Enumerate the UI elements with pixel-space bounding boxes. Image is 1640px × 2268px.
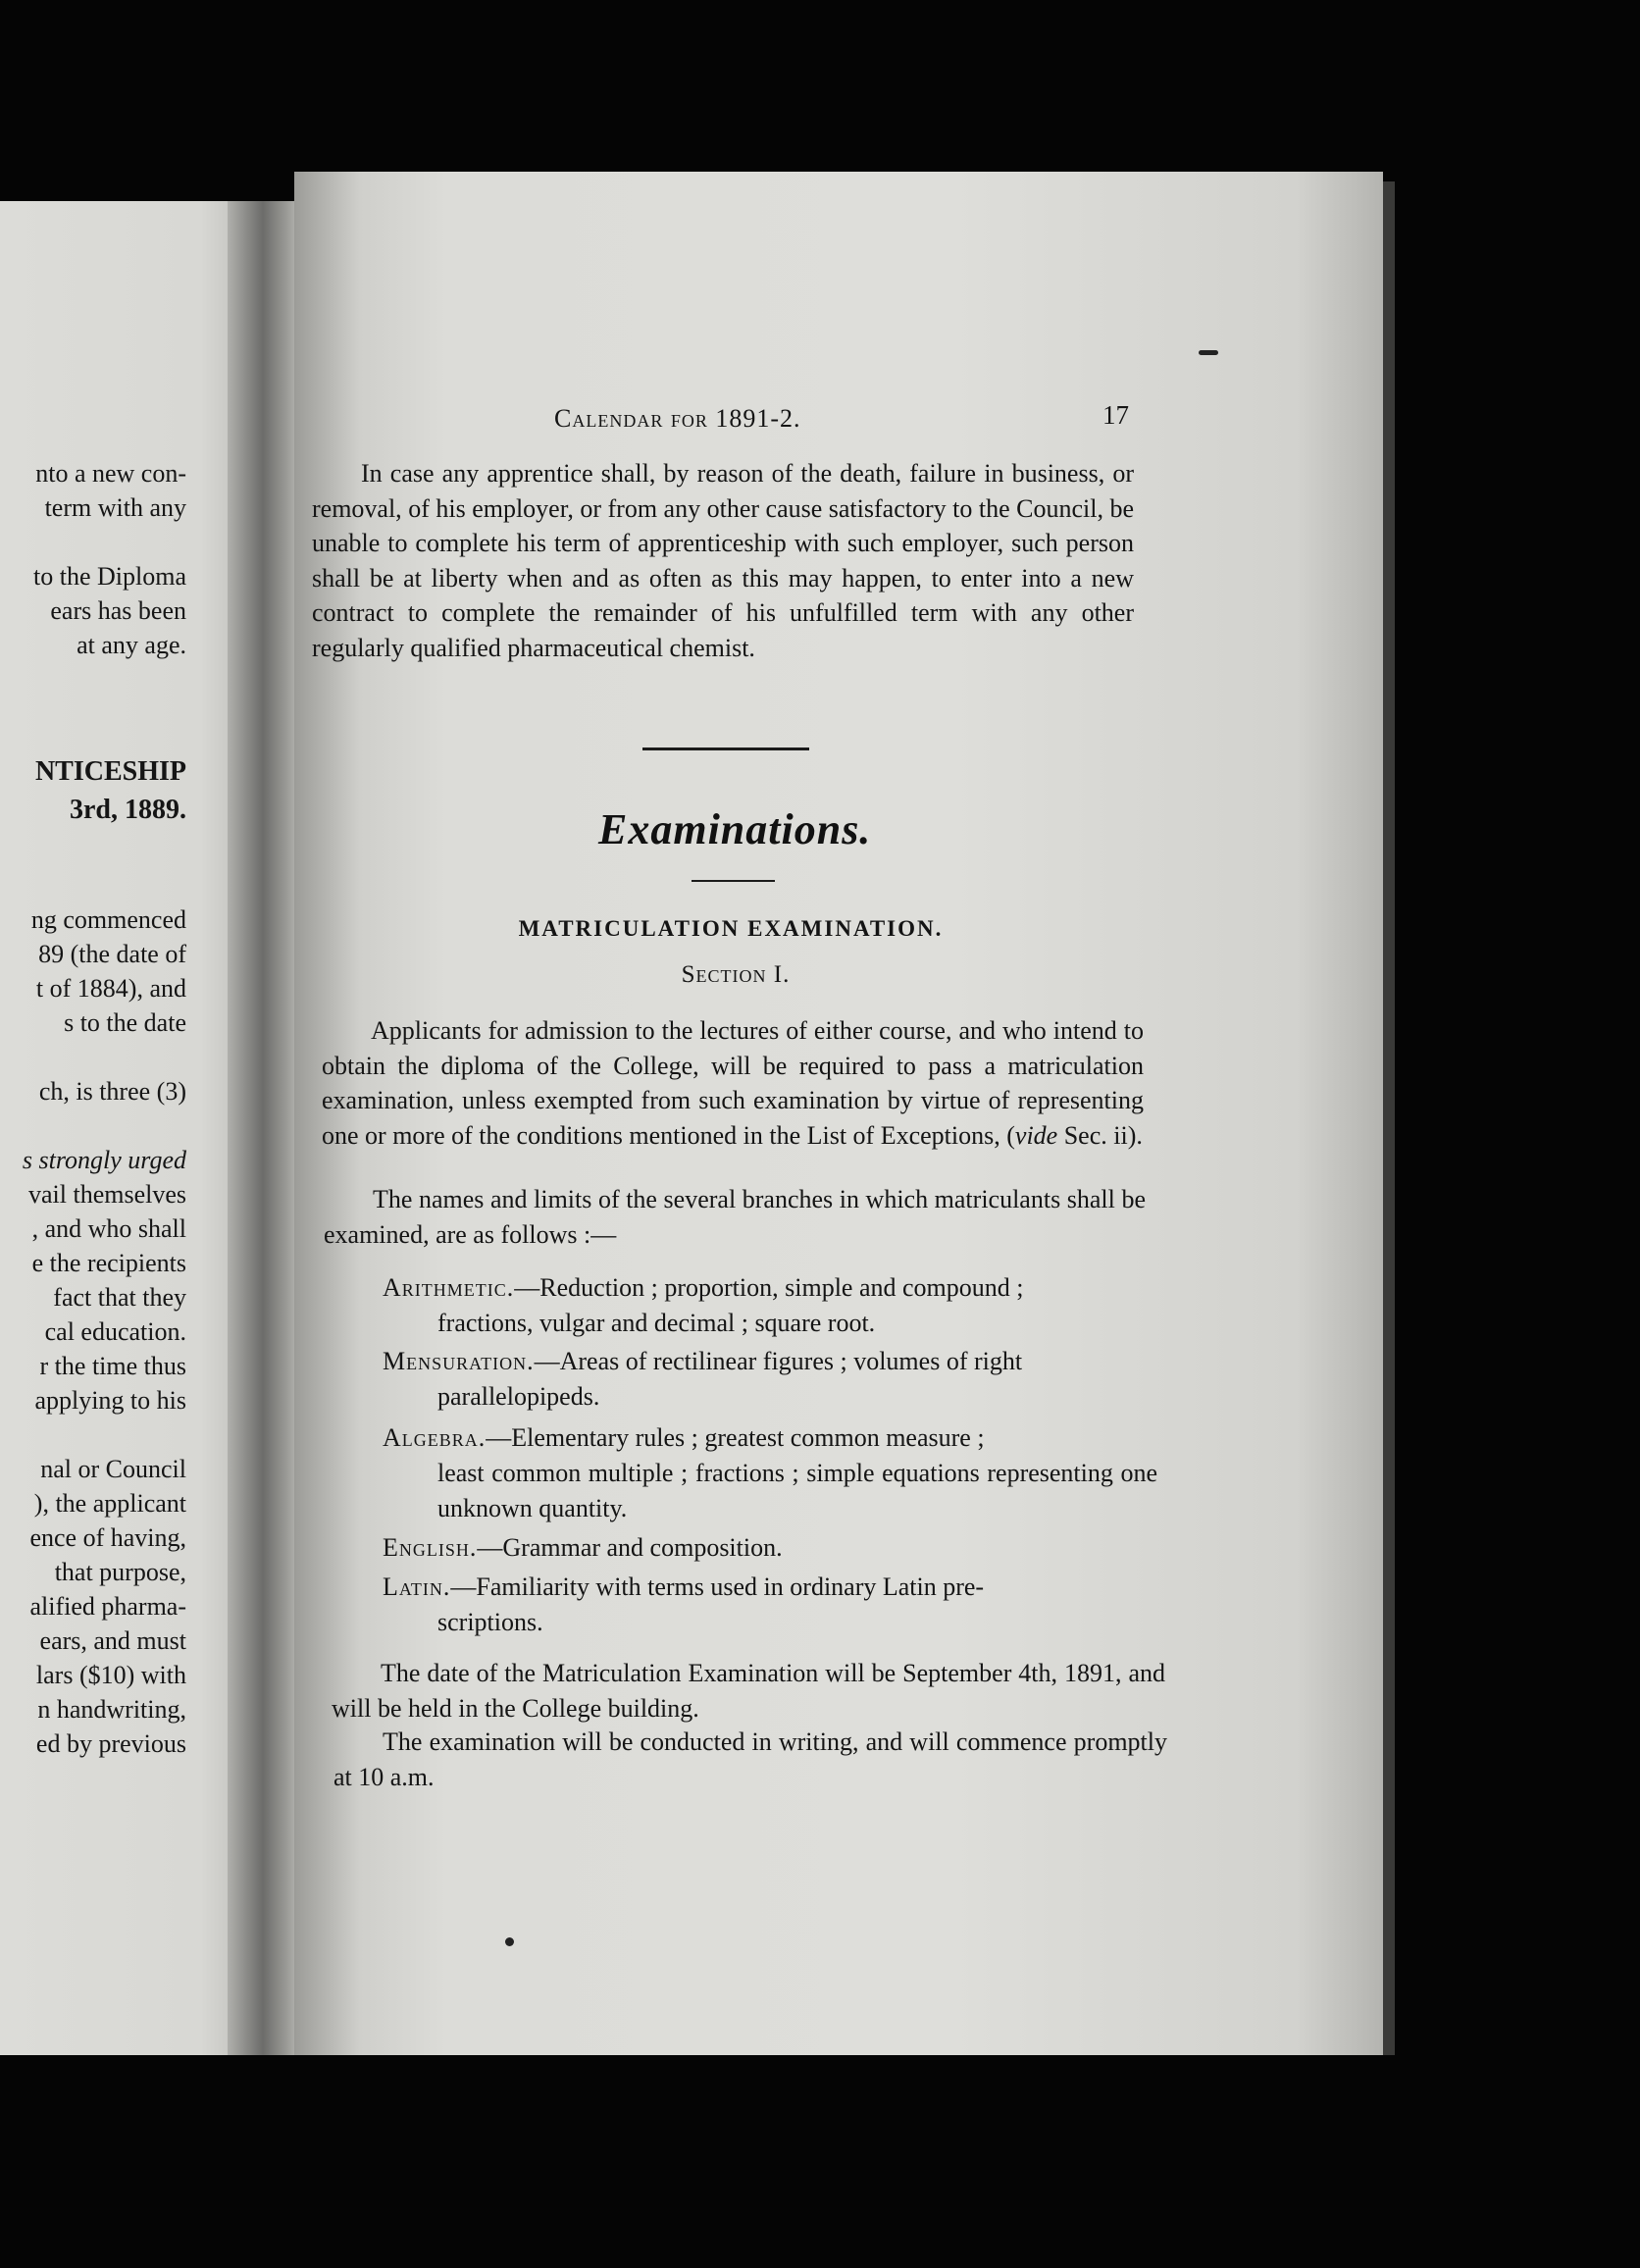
left-page-line: applying to his bbox=[34, 1386, 186, 1415]
paragraph-conduct-text: The examination will be conducted in writing, and will commence promptly at 10 a.m. bbox=[333, 1727, 1167, 1791]
paragraph-date-text: The date of the Matriculation Examination will be September 4th, 1891, and will be held in the College building. bbox=[332, 1659, 1165, 1723]
intro-paragraph bbox=[312, 456, 1134, 665]
running-head: Calendar for 1891-2. bbox=[554, 404, 801, 433]
section-label: Section I. bbox=[681, 961, 791, 988]
left-page-line: n handwriting, bbox=[37, 1695, 186, 1724]
left-page-line: that purpose, bbox=[54, 1558, 186, 1586]
ink-spot bbox=[1199, 350, 1218, 355]
left-page-line: ch, is three (3) bbox=[38, 1077, 186, 1106]
left-page-line: s to the date bbox=[64, 1008, 186, 1037]
paragraph-date bbox=[332, 1656, 1165, 1726]
left-page-line: s strongly urged bbox=[22, 1146, 186, 1174]
left-page-line: nto a new con- bbox=[35, 459, 186, 488]
left-page-line: 89 (the date of bbox=[38, 940, 186, 968]
page-edge-shadow bbox=[1383, 181, 1395, 2055]
left-page-line: lars ($10) with bbox=[35, 1661, 186, 1689]
paragraph-branches bbox=[324, 1182, 1146, 1252]
italic-vide: vide bbox=[1014, 1120, 1058, 1150]
subject-term: Arithmetic. bbox=[383, 1273, 515, 1302]
left-page-line: ), the applicant bbox=[33, 1489, 186, 1518]
left-page-line: ed by previous bbox=[35, 1729, 186, 1758]
paragraph-applicants bbox=[322, 1013, 1144, 1153]
left-page-line: 3rd, 1889. bbox=[70, 795, 186, 825]
subject-mensuration bbox=[383, 1344, 1157, 1415]
subject-continuation: scriptions. bbox=[437, 1608, 543, 1636]
subject-arithmetic bbox=[383, 1270, 1157, 1341]
subject-continuation: fractions, vulgar and decimal ; square root. bbox=[437, 1309, 876, 1337]
subject-continuation: parallelopipeds. bbox=[437, 1382, 600, 1411]
subject-term: Mensuration. bbox=[383, 1347, 535, 1375]
left-page-line: cal education. bbox=[44, 1317, 186, 1346]
subject-algebra bbox=[383, 1420, 1157, 1526]
subject-text: —Reduction ; proportion, simple and compound ; bbox=[514, 1273, 1024, 1302]
subheading: MATRICULATION EXAMINATION. bbox=[518, 916, 944, 941]
left-page-line: term with any bbox=[44, 493, 186, 522]
left-page-line: r the time thus bbox=[39, 1352, 186, 1380]
paragraph-conduct bbox=[333, 1725, 1167, 1794]
left-page-line: NTICESHIP bbox=[34, 756, 186, 787]
section-heading: Examinations. bbox=[598, 805, 872, 853]
ink-spot bbox=[505, 1937, 514, 1946]
subject-text: —Familiarity with terms used in ordinary Latin pre- bbox=[450, 1572, 985, 1601]
left-page-line: e the recipients bbox=[31, 1249, 186, 1277]
left-page-line: ence of having, bbox=[29, 1523, 186, 1552]
left-page-line: to the Diploma bbox=[33, 562, 186, 591]
subject-term: Algebra. bbox=[383, 1423, 487, 1452]
subject-latin bbox=[383, 1570, 1157, 1640]
page-number: 17 bbox=[1102, 400, 1129, 430]
paragraph-branches-text: The names and limits of the several branches in which matriculants shall be examined, are as follows :— bbox=[324, 1185, 1146, 1249]
left-page-line: ears, and must bbox=[39, 1626, 186, 1655]
left-page-line: ears has been bbox=[50, 596, 186, 625]
subject-text: —Grammar and composition. bbox=[477, 1533, 783, 1562]
divider-rule bbox=[642, 747, 809, 750]
subject-english bbox=[383, 1530, 1157, 1566]
subject-continuation: least common multiple ; fractions ; simple equations representing one unknown quantity. bbox=[437, 1459, 1157, 1522]
subject-term: English. bbox=[383, 1533, 478, 1562]
intro-paragraph-text: In case any apprentice shall, by reason of the death, failure in business, or removal, of his employer, or from any other cause satisfactory to the Council, be unable to complete his term of apprenticeship with such employer, such person shall be at liberty when and as often as this may happen, to enter into a new contract to complete the remainder of his unfulfilled term with any other regularly qualified pharmaceutical chemist. bbox=[312, 459, 1134, 662]
left-page-line: , and who shall bbox=[31, 1214, 186, 1243]
left-page-line: vail themselves bbox=[27, 1180, 186, 1209]
left-page-line: ng commenced bbox=[30, 905, 186, 934]
left-page-line: fact that they bbox=[53, 1283, 186, 1312]
subject-text: —Areas of rectilinear figures ; volumes of right bbox=[534, 1347, 1023, 1375]
paragraph-applicants-text: Applicants for admission to the lectures of either course, and who intend to obtain the diploma of the College, will be required to pass a matriculation examination, unless exempted from such examination by virtue of representing one or more of the conditions mentioned in the List of Exceptions, (vide Sec. ii). bbox=[322, 1016, 1144, 1150]
left-page-line: at any age. bbox=[77, 631, 186, 659]
left-page-line: nal or Council bbox=[40, 1455, 186, 1483]
subject-term: Latin. bbox=[383, 1572, 451, 1601]
left-page-line: t of 1884), and bbox=[35, 974, 186, 1003]
left-page-line: alified pharma- bbox=[29, 1592, 186, 1621]
subject-text: —Elementary rules ; greatest common measure ; bbox=[486, 1423, 985, 1452]
heading-rule bbox=[692, 880, 775, 882]
